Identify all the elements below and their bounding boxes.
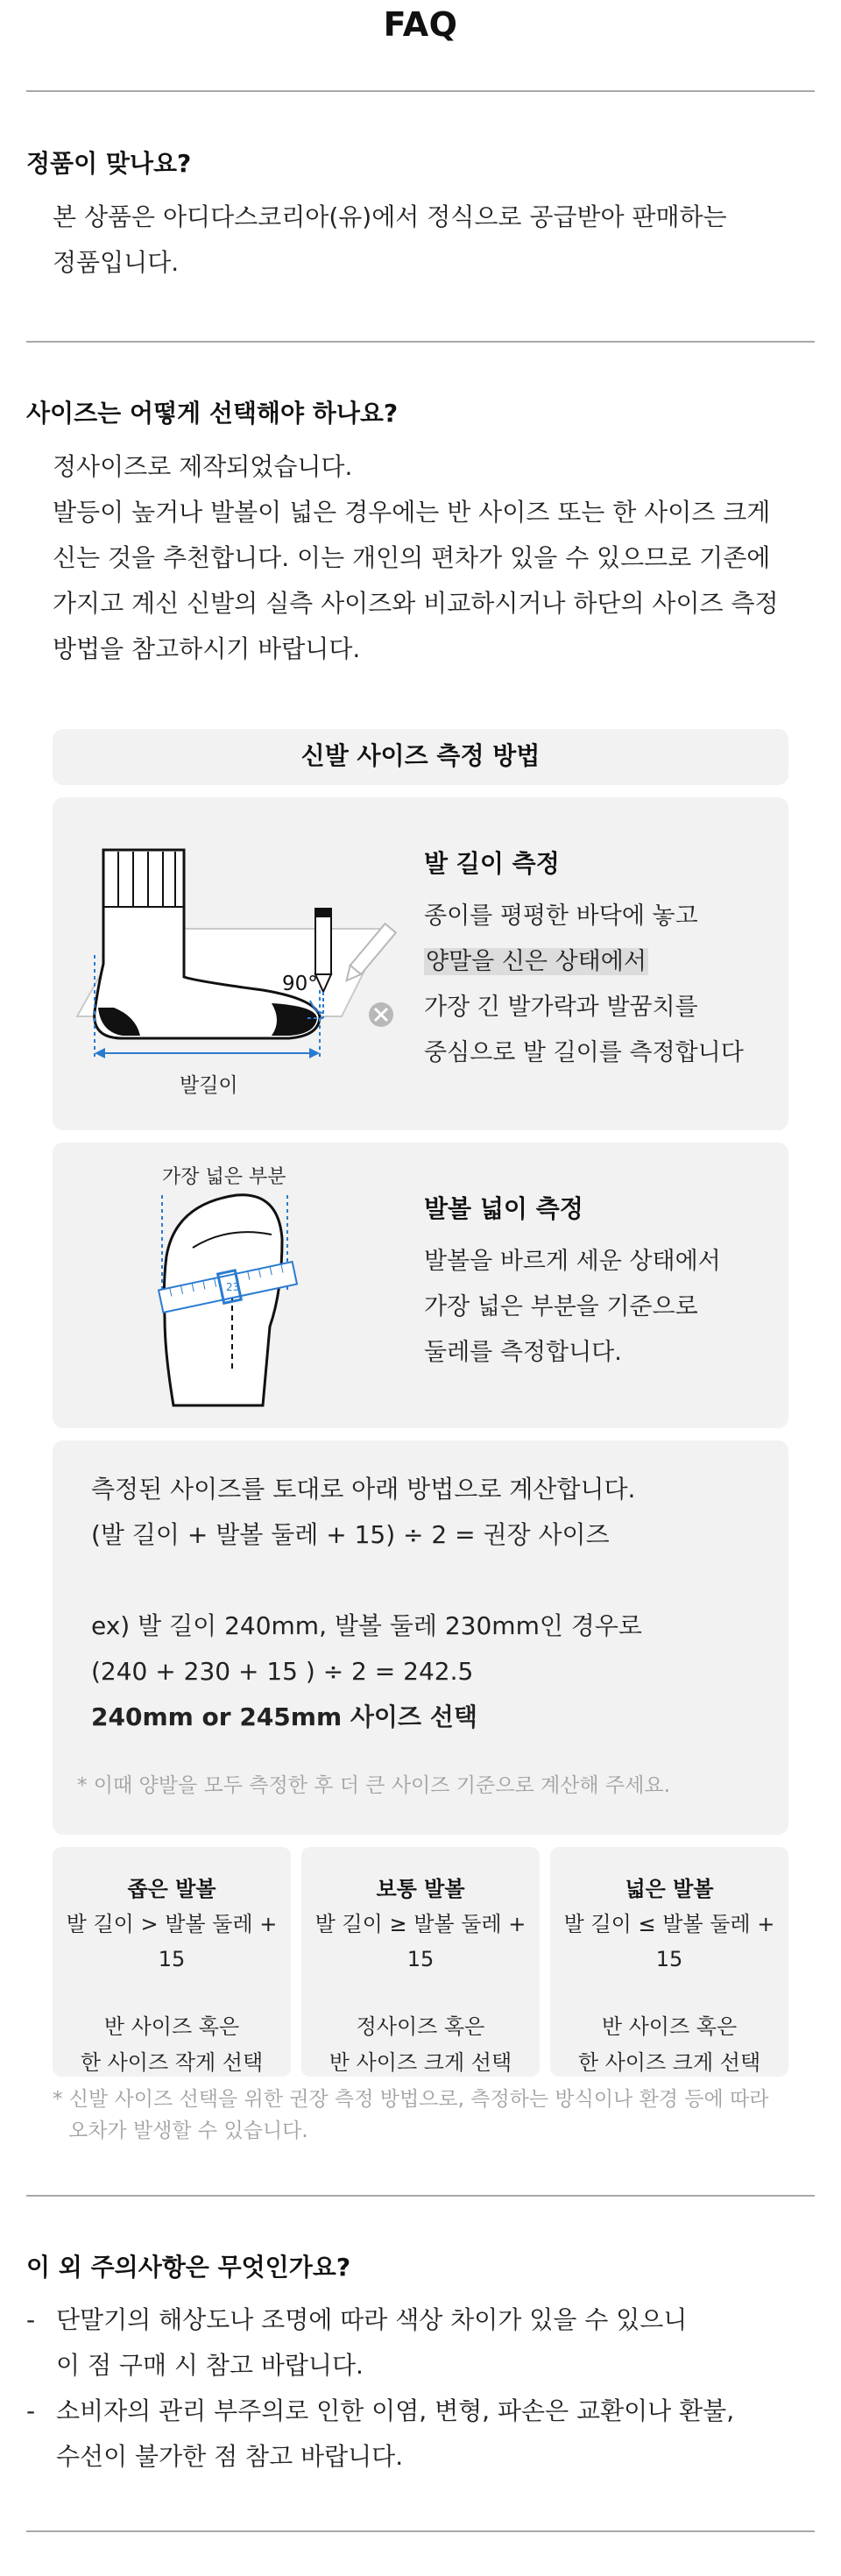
faq-question-authentic: 정품이 맞나요? bbox=[26, 149, 192, 178]
answer-line: 정사이즈로 제작되었습니다. bbox=[53, 452, 353, 481]
instruction-line: 발볼을 바르게 세운 상태에서 bbox=[424, 1248, 721, 1275]
instruction-line: 중심으로 발 길이를 측정합니다 bbox=[424, 1039, 744, 1066]
footnote-line: * 신발 사이즈 선택을 위한 권장 측정 방법으로, 측정하는 방식이나 환경 등에 따라 bbox=[53, 2088, 769, 2111]
answer-line: 가지고 계신 신발의 실측 사이즈와 비교하시거나 하단의 사이즈 측정 bbox=[53, 589, 779, 618]
foot-type-rule: 발 길이 ≥ 발볼 둘레 + 15 bbox=[314, 1912, 527, 1971]
faq-answer-size bbox=[53, 444, 797, 672]
answer-line: 발등이 높거나 발볼이 넓은 경우에는 반 사이즈 또는 한 사이즈 크게 bbox=[53, 498, 771, 527]
page-title: FAQ bbox=[383, 5, 458, 44]
answer-line: 본 상품은 아디다스코리아(유)에서 정식으로 공급받아 판매하는 bbox=[53, 202, 727, 231]
angle-label: 90° bbox=[282, 973, 318, 995]
instruction-line: 둘레를 측정합니다. bbox=[424, 1339, 622, 1366]
calc-example-result: (240 + 230 + 15 ) ÷ 2 = 242.5 bbox=[91, 1657, 474, 1686]
calc-formula: (발 길이 + 발볼 둘레 + 15) ÷ 2 = 권장 사이즈 bbox=[91, 1520, 610, 1549]
answer-line: 신는 것을 추천합니다. 이는 개인의 편차가 있을 수 있으므로 기존에 bbox=[53, 543, 771, 572]
calculation-text bbox=[91, 1467, 642, 1740]
calc-note: * 이때 양발을 모두 측정한 후 더 큰 사이즈 기준으로 계산해 주세요. bbox=[77, 1774, 670, 1797]
foot-type-normal bbox=[301, 1847, 540, 2077]
highlighted-instruction: 양말을 신은 상태에서 bbox=[426, 948, 647, 975]
foot-type-advice: 한 사이즈 작게 선택 bbox=[80, 2050, 264, 2075]
divider bbox=[26, 2195, 815, 2197]
instruction-line: 가장 넓은 부분을 기준으로 bbox=[424, 1293, 698, 1320]
foot-type-name: 넓은 발볼 bbox=[625, 1877, 714, 1901]
foot-type-narrow bbox=[53, 1847, 291, 2077]
width-instructions bbox=[424, 1192, 721, 1376]
instruction-line: 가장 긴 발가락과 발꿈치를 bbox=[424, 994, 698, 1021]
foot-length-panel bbox=[53, 797, 788, 1130]
foot-type-table bbox=[53, 1847, 788, 2077]
notice-line: 이 점 구매 시 참고 바랍니다. bbox=[56, 2351, 364, 2380]
foot-type-rule: 발 길이 > 발볼 둘레 + 15 bbox=[66, 1912, 278, 1971]
size-guide-footnote bbox=[53, 2084, 769, 2147]
footnote-line: 오차가 발생할 수 있습니다. bbox=[68, 2120, 308, 2142]
foot-type-advice: 반 사이즈 혹은 bbox=[103, 2014, 240, 2039]
answer-line: 방법을 참고하시기 바랍니다. bbox=[53, 634, 361, 663]
divider bbox=[26, 90, 815, 92]
length-instructions bbox=[424, 846, 744, 1076]
foot-type-rule: 발 길이 ≤ 발볼 둘레 + 15 bbox=[563, 1912, 775, 1971]
foot-type-advice: 한 사이즈 크게 선택 bbox=[577, 2050, 761, 2075]
foot-width-panel bbox=[53, 1143, 788, 1428]
widest-part-label: 가장 넓은 부분 bbox=[162, 1166, 286, 1188]
faq-question-notes: 이 외 주의사항은 무엇인가요? bbox=[26, 2253, 351, 2282]
answer-line: 정품입니다. bbox=[53, 248, 180, 277]
calc-example: ex) 발 길이 240mm, 발볼 둘레 230mm인 경우로 bbox=[91, 1611, 642, 1640]
calc-line: 측정된 사이즈를 토대로 아래 방법으로 계산합니다. bbox=[91, 1475, 636, 1504]
notice-line: 단말기의 해상도나 조명에 따라 색상 차이가 있을 수 있으니 bbox=[56, 2305, 688, 2334]
notice-item bbox=[26, 2297, 797, 2388]
foot-type-advice: 정사이즈 혹은 bbox=[356, 2014, 485, 2039]
foot-type-advice: 반 사이즈 크게 선택 bbox=[329, 2050, 512, 2075]
size-calculation-panel bbox=[53, 1440, 788, 1835]
tape-mark: 23 bbox=[226, 1281, 240, 1293]
notice-line: 소비자의 관리 부주의로 인한 이염, 변형, 파손은 교환이나 환불, bbox=[56, 2396, 735, 2425]
foot-type-advice: 반 사이즈 혹은 bbox=[601, 2014, 738, 2039]
foot-type-name: 좁은 발볼 bbox=[127, 1877, 216, 1901]
notice-item bbox=[26, 2388, 797, 2480]
bullet-dash: - bbox=[26, 2305, 36, 2334]
foot-type-name: 보통 발볼 bbox=[376, 1877, 465, 1901]
calc-recommendation: 240mm or 245mm 사이즈 선택 bbox=[91, 1702, 477, 1731]
size-guide-title: 신발 사이즈 측정 방법 bbox=[53, 729, 788, 785]
foot-type-wide bbox=[550, 1847, 788, 2077]
divider bbox=[26, 2530, 815, 2532]
divider bbox=[26, 341, 815, 343]
faq-question-size: 사이즈는 어떻게 선택해야 하나요? bbox=[26, 399, 399, 428]
notice-line: 수선이 불가한 점 참고 바랍니다. bbox=[56, 2442, 404, 2471]
instruction-line: 종이를 평평한 바닥에 놓고 bbox=[424, 902, 698, 930]
faq-answer-authentic bbox=[53, 195, 797, 286]
bullet-dash: - bbox=[26, 2396, 36, 2425]
length-label: 발길이 bbox=[180, 1074, 238, 1097]
length-title: 발 길이 측정 bbox=[424, 849, 560, 878]
width-title: 발볼 넓이 측정 bbox=[424, 1194, 583, 1223]
